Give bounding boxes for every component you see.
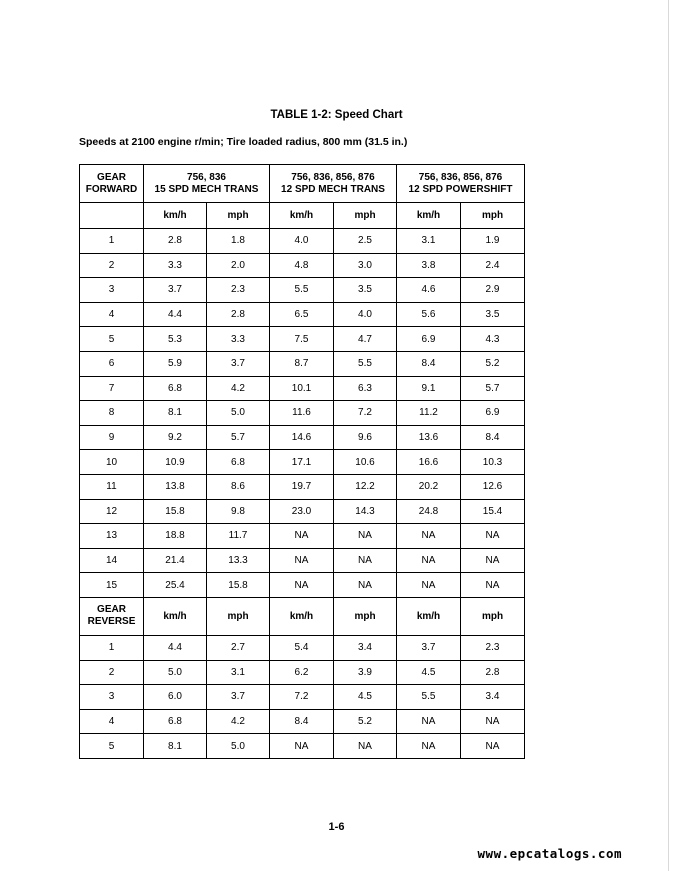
speed-cell: 6.8 [207,450,270,475]
unit-header: km/h [270,203,334,229]
speed-cell: 17.1 [270,450,334,475]
table-row [80,660,525,685]
speed-cell: 3.7 [207,351,270,376]
speed-cell: 3.5 [334,278,397,303]
speed-cell: 10.9 [144,450,207,475]
speed-cell: 3.7 [207,685,270,710]
table-row [80,734,525,759]
speed-cell: NA [270,573,334,598]
speed-cell: 20.2 [397,474,461,499]
speed-cell: 3.3 [144,253,207,278]
speed-cell: NA [461,548,525,573]
speed-cell: 2.0 [207,253,270,278]
speed-cell: 6.9 [397,327,461,352]
speed-cell: 3.4 [461,685,525,710]
table-row [80,499,525,524]
speed-cell: 13.3 [207,548,270,573]
speed-cell: 6.5 [270,302,334,327]
table-subtitle: Speeds at 2100 engine r/min; Tire loaded radius, 800 mm (31.5 in.) [79,136,408,148]
speed-cell: 4.5 [334,685,397,710]
speed-cell: NA [397,524,461,549]
speed-cell: 2.4 [461,253,525,278]
speed-cell: 5.4 [270,635,334,660]
table-row [80,229,525,254]
reverse-gear-rows [80,635,525,758]
speed-cell: 7.5 [270,327,334,352]
speed-cell: 5.0 [207,401,270,426]
table-row [80,401,525,426]
speed-cell: 6.0 [144,685,207,710]
speed-cell: NA [397,734,461,759]
speed-cell: 3.0 [334,253,397,278]
speed-cell: 3.7 [397,635,461,660]
group-header-15spd-mech: 756, 836 15 SPD MECH TRANS [144,165,270,203]
speed-cell: 4.3 [461,327,525,352]
table-row [80,253,525,278]
speed-cell: 2.8 [461,660,525,685]
speed-cell: 14.6 [270,425,334,450]
unit-header-blank [80,203,144,229]
gear-reverse-header: GEAR REVERSE [80,597,144,635]
unit-header: km/h [397,203,461,229]
speed-cell: 12.2 [334,474,397,499]
reverse-header-section [80,597,525,635]
gear-forward-header: GEAR FORWARD [80,165,144,203]
speed-cell: 2.3 [207,278,270,303]
gear-number-cell: 5 [80,327,144,352]
speed-cell: NA [334,734,397,759]
unit-header: mph [334,597,397,635]
gear-number-cell: 14 [80,548,144,573]
speed-cell: 5.2 [461,351,525,376]
speed-cell: 5.7 [461,376,525,401]
speed-cell: 18.8 [144,524,207,549]
speed-cell: 11.2 [397,401,461,426]
speed-cell: 24.8 [397,499,461,524]
speed-cell: 4.8 [270,253,334,278]
table-row [80,302,525,327]
gear-number-cell: 12 [80,499,144,524]
speed-cell: 19.7 [270,474,334,499]
reverse-header-row [80,597,525,635]
speed-cell: 25.4 [144,573,207,598]
group-header-12spd-powershift: 756, 836, 856, 876 12 SPD POWERSHIFT [397,165,525,203]
speed-cell: 8.6 [207,474,270,499]
table-row [80,685,525,710]
speed-cell: NA [397,573,461,598]
speed-cell: 8.1 [144,734,207,759]
speed-cell: 9.8 [207,499,270,524]
speed-cell: 8.4 [397,351,461,376]
gear-number-cell: 13 [80,524,144,549]
unit-header: mph [461,203,525,229]
speed-cell: NA [397,709,461,734]
speed-cell: 9.1 [397,376,461,401]
unit-header-row [80,203,525,229]
table-row [80,351,525,376]
speed-cell: 7.2 [270,685,334,710]
scan-edge-line [668,0,669,871]
speed-cell: NA [461,573,525,598]
table-row [80,376,525,401]
speed-chart-table [79,164,525,759]
gear-number-cell: 11 [80,474,144,499]
speed-cell: 8.7 [270,351,334,376]
gear-number-cell: 3 [80,685,144,710]
speed-cell: 4.6 [397,278,461,303]
speed-cell: 6.8 [144,709,207,734]
table-row [80,278,525,303]
speed-cell: 3.5 [461,302,525,327]
speed-cell: 15.8 [207,573,270,598]
speed-cell: 13.6 [397,425,461,450]
speed-cell: 3.8 [397,253,461,278]
speed-cell: 3.1 [397,229,461,254]
speed-cell: 11.7 [207,524,270,549]
speed-cell: 10.1 [270,376,334,401]
gear-number-cell: 7 [80,376,144,401]
gear-number-cell: 1 [80,635,144,660]
gear-number-cell: 4 [80,302,144,327]
unit-header: km/h [270,597,334,635]
speed-cell: 16.6 [397,450,461,475]
table-title: TABLE 1-2: Speed Chart [270,109,403,121]
speed-cell: 9.2 [144,425,207,450]
speed-cell: 13.8 [144,474,207,499]
speed-cell: 4.2 [207,709,270,734]
speed-cell: 8.4 [270,709,334,734]
speed-cell: NA [461,709,525,734]
speed-cell: 6.2 [270,660,334,685]
speed-cell: 23.0 [270,499,334,524]
gear-number-cell: 6 [80,351,144,376]
group-header-12spd-mech: 756, 836, 856, 876 12 SPD MECH TRANS [270,165,397,203]
gear-number-cell: 2 [80,253,144,278]
speed-cell: NA [334,573,397,598]
speed-cell: 10.6 [334,450,397,475]
speed-cell: 14.3 [334,499,397,524]
speed-cell: 6.3 [334,376,397,401]
speed-cell: 5.5 [397,685,461,710]
speed-cell: 9.6 [334,425,397,450]
table-row [80,635,525,660]
speed-cell: 5.3 [144,327,207,352]
gear-number-cell: 5 [80,734,144,759]
speed-cell: 1.9 [461,229,525,254]
gear-number-cell: 10 [80,450,144,475]
speed-cell: 4.7 [334,327,397,352]
gear-number-cell: 4 [80,709,144,734]
speed-cell: 15.4 [461,499,525,524]
unit-header: km/h [144,597,207,635]
page-number: 1-6 [328,821,345,833]
speed-cell: 4.5 [397,660,461,685]
speed-cell: 3.7 [144,278,207,303]
speed-cell: 5.5 [270,278,334,303]
speed-cell: NA [461,734,525,759]
speed-cell: 2.7 [207,635,270,660]
speed-cell: 2.8 [144,229,207,254]
speed-cell: 12.6 [461,474,525,499]
speed-cell: 4.4 [144,302,207,327]
speed-cell: 4.4 [144,635,207,660]
speed-cell: 3.9 [334,660,397,685]
speed-cell: NA [461,524,525,549]
table-row [80,548,525,573]
gear-number-cell: 8 [80,401,144,426]
table-row [80,573,525,598]
unit-header: km/h [397,597,461,635]
unit-header: mph [207,203,270,229]
speed-cell: 5.0 [144,660,207,685]
speed-cell: 1.8 [207,229,270,254]
forward-gear-rows [80,229,525,598]
speed-cell: NA [270,548,334,573]
table-row [80,524,525,549]
unit-header: km/h [144,203,207,229]
speed-cell: 5.6 [397,302,461,327]
speed-cell: NA [334,548,397,573]
gear-number-cell: 3 [80,278,144,303]
speed-cell: 5.9 [144,351,207,376]
speed-cell: 11.6 [270,401,334,426]
unit-header: mph [334,203,397,229]
gear-number-cell: 15 [80,573,144,598]
unit-header: mph [461,597,525,635]
speed-cell: 2.8 [207,302,270,327]
gear-number-cell: 1 [80,229,144,254]
table-row [80,327,525,352]
speed-cell: 3.1 [207,660,270,685]
speed-cell: NA [270,734,334,759]
speed-cell: NA [270,524,334,549]
speed-cell: 21.4 [144,548,207,573]
speed-cell: 8.1 [144,401,207,426]
speed-cell: 6.9 [461,401,525,426]
speed-cell: 4.0 [270,229,334,254]
table-row [80,474,525,499]
gear-number-cell: 2 [80,660,144,685]
speed-cell: 2.3 [461,635,525,660]
unit-header: mph [207,597,270,635]
group-header-row [80,165,525,203]
speed-cell: 5.0 [207,734,270,759]
speed-cell: 5.5 [334,351,397,376]
speed-cell: NA [334,524,397,549]
speed-cell: 3.3 [207,327,270,352]
table-row [80,450,525,475]
speed-cell: 2.9 [461,278,525,303]
speed-cell: 4.0 [334,302,397,327]
speed-cell: 5.2 [334,709,397,734]
speed-cell: 15.8 [144,499,207,524]
speed-cell: 2.5 [334,229,397,254]
speed-cell: 10.3 [461,450,525,475]
speed-cell: 3.4 [334,635,397,660]
speed-cell: 4.2 [207,376,270,401]
table-row [80,425,525,450]
watermark-text: www.epcatalogs.com [477,846,622,861]
gear-number-cell: 9 [80,425,144,450]
speed-cell: 8.4 [461,425,525,450]
table-row [80,709,525,734]
speed-cell: 5.7 [207,425,270,450]
speed-cell: 6.8 [144,376,207,401]
speed-cell: NA [397,548,461,573]
speed-cell: 7.2 [334,401,397,426]
